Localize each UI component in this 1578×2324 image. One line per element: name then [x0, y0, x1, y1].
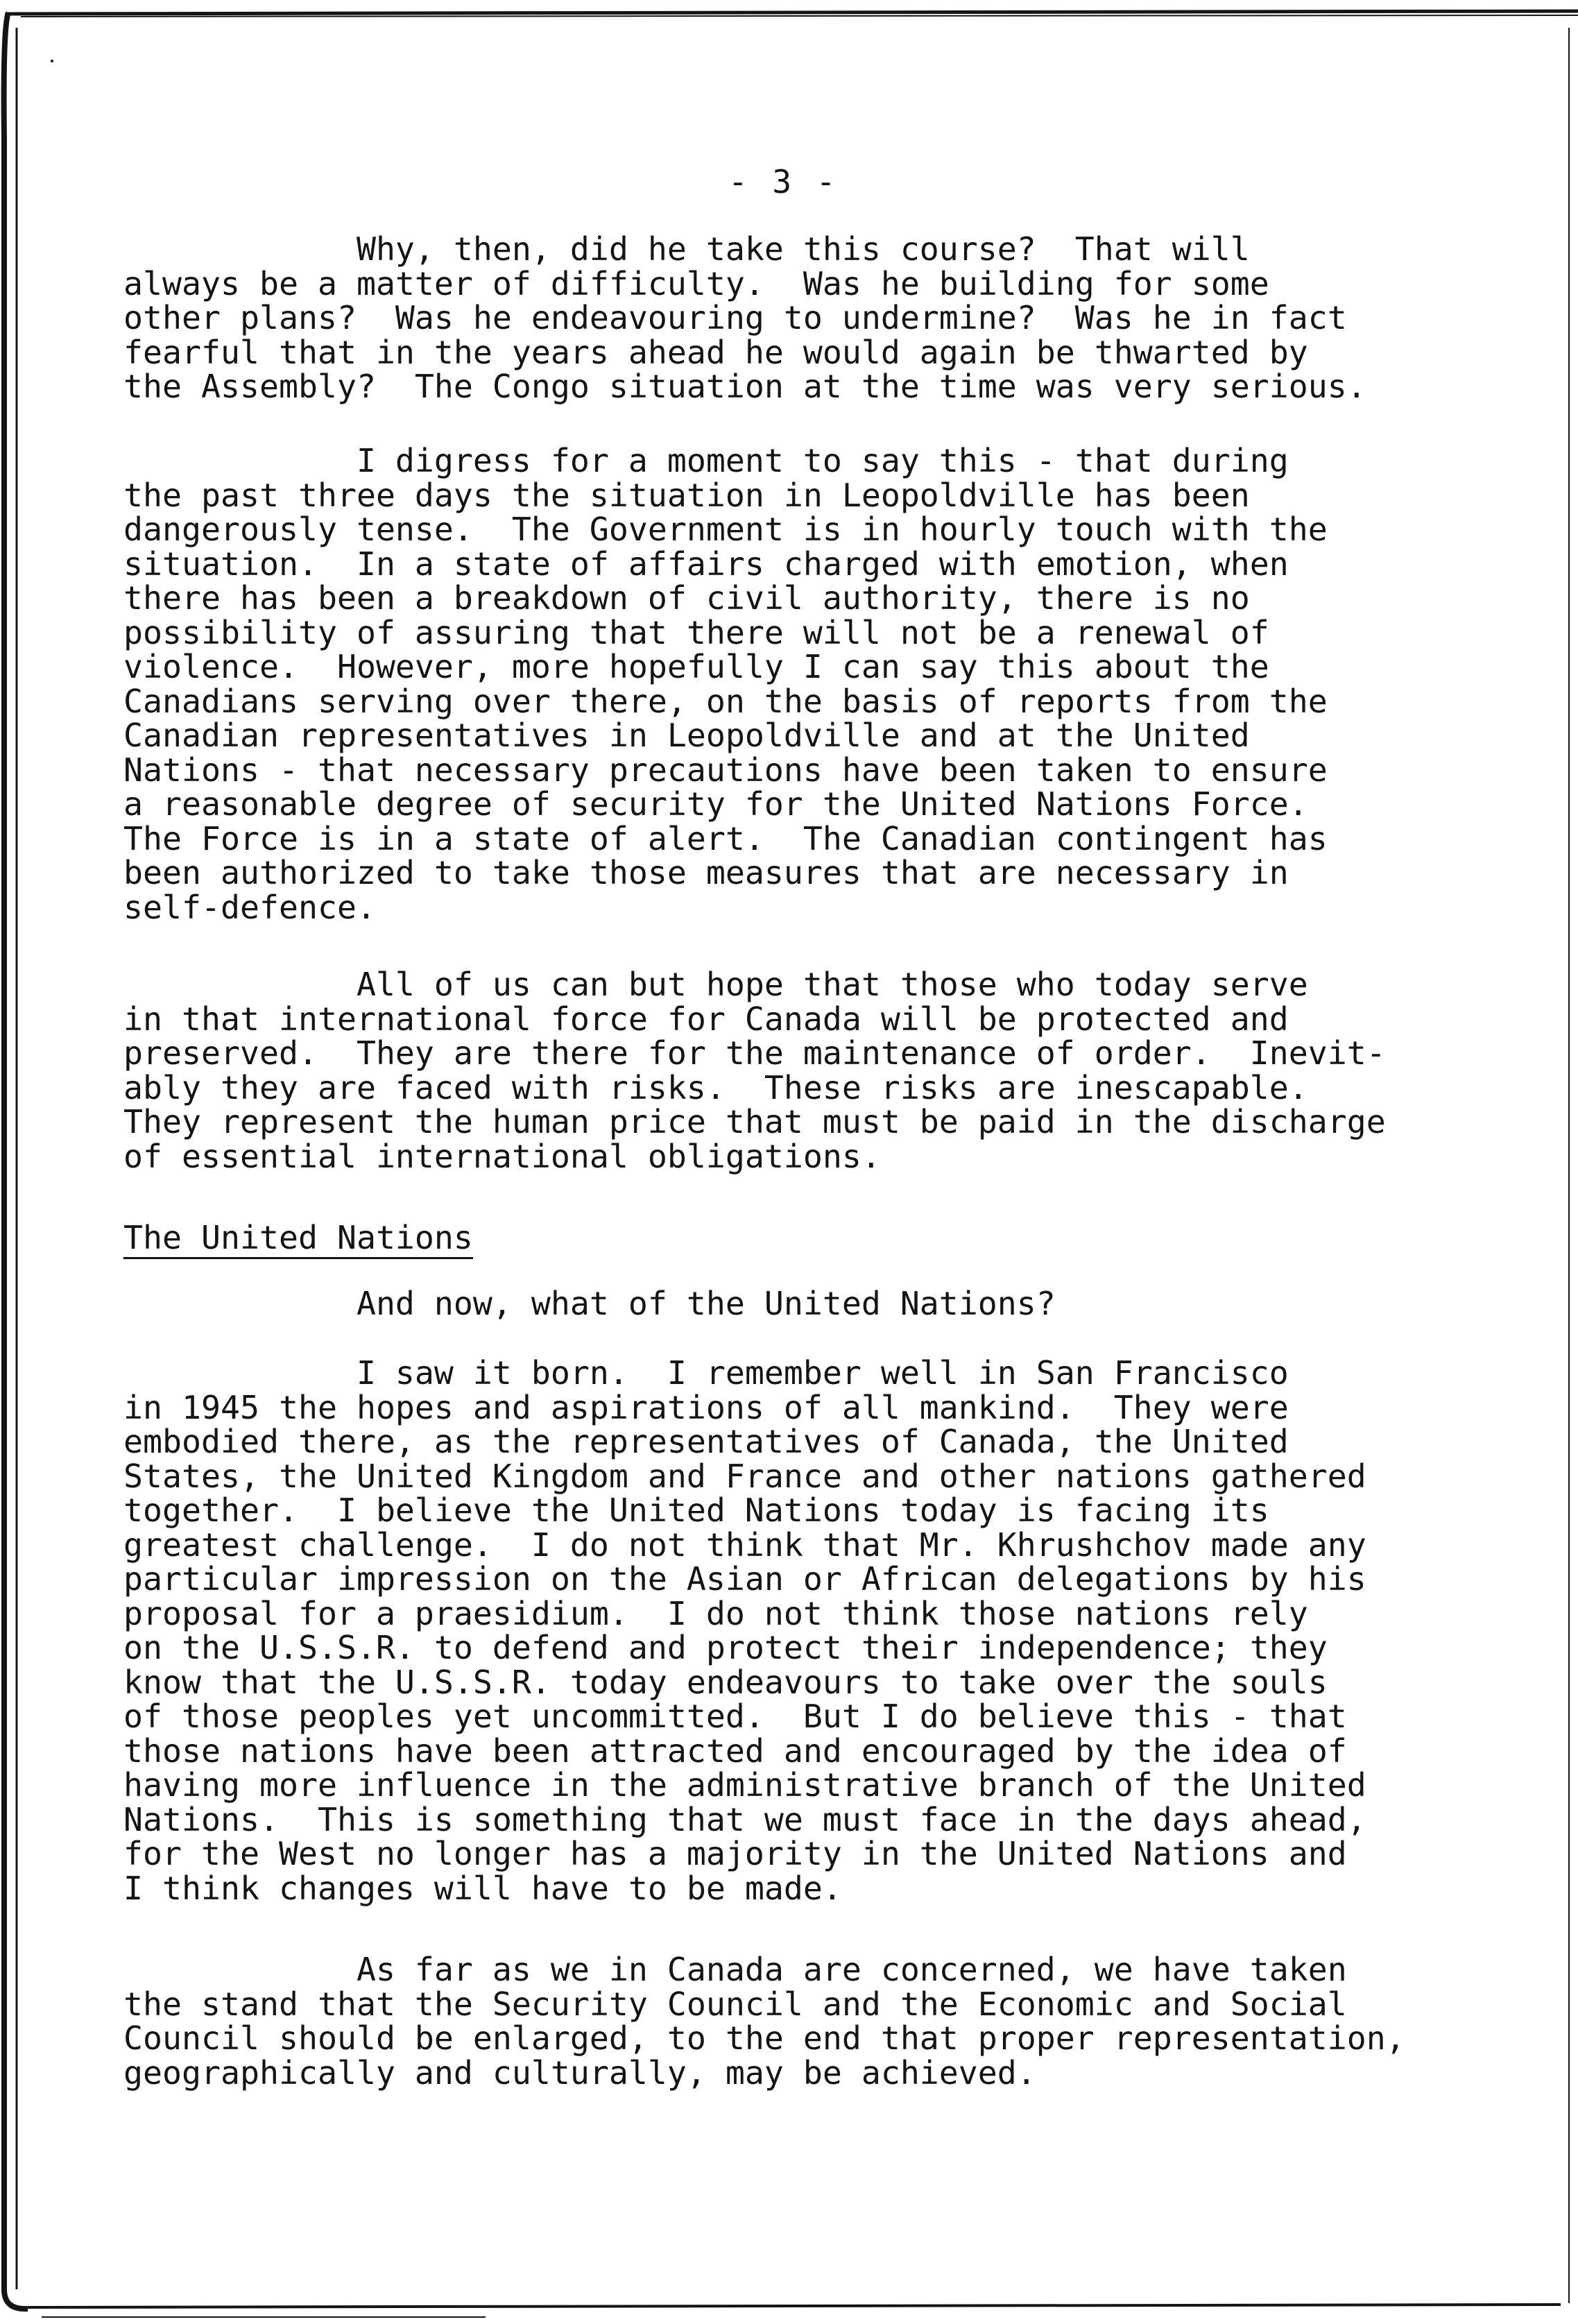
- text-line: the stand that the Security Council and the Economic and Social: [123, 1985, 1347, 2023]
- text-line: Nations - that necessary precautions have been taken to ensure: [123, 751, 1328, 789]
- text-line: a reasonable degree of security for the United Nations Force.: [123, 785, 1308, 823]
- text-line: violence. However, more hopefully I can say this about the: [123, 648, 1269, 685]
- text-line: know that the U.S.S.R. today endeavours to take over the souls: [123, 1663, 1328, 1701]
- text-line: situation. In a state of affairs charged with emotion, when: [123, 545, 1289, 583]
- text-line: dangerously tense. The Government is in hourly touch with the: [123, 511, 1328, 548]
- text-line: together. I believe the United Nations today is facing its: [123, 1492, 1269, 1529]
- paragraph-6: [123, 1953, 1511, 2090]
- text-line: in 1945 the hopes and aspirations of all mankind. They were: [123, 1388, 1289, 1426]
- text-line: fearful that in the years ahead he would again be thwarted by: [123, 333, 1308, 371]
- text-line: I think changes will have to be made.: [123, 1869, 842, 1907]
- text-line: in that international force for Canada will be protected and: [123, 1000, 1289, 1038]
- paragraph-4: [123, 1287, 1511, 1322]
- text-line: self-defence.: [123, 888, 376, 926]
- text-line: Council should be enlarged, to the end that proper representation,: [123, 2019, 1405, 2057]
- text-line: proposal for a praesidium. I do not think those nations rely: [123, 1594, 1308, 1632]
- text-line: I saw it born. I remember well in San Francisco: [123, 1354, 1289, 1392]
- text-line: Nations. This is something that we must face in the days ahead,: [123, 1800, 1366, 1838]
- text-line: geographically and culturally, may be achieved.: [123, 2053, 1036, 2092]
- text-line: embodied there, as the representatives of Canada, the United: [123, 1423, 1289, 1460]
- text-line: always be a matter of difficulty. Was he building for some: [123, 264, 1269, 302]
- text-line: on the U.S.S.R. to defend and protect their independence; they: [123, 1629, 1328, 1666]
- text-line: there has been a breakdown of civil authority, there is no: [123, 579, 1250, 617]
- text-line: for the West no longer has a majority in the United Nations and: [123, 1835, 1347, 1872]
- text-line: Canadian representatives in Leopoldville and at the United: [123, 717, 1250, 754]
- text-line: the Assembly? The Congo situation at the time was very serious.: [123, 368, 1366, 405]
- text-line: ably they are faced with risks. These risks are inescapable.: [123, 1068, 1308, 1107]
- text-line: particular impression on the Asian or African delegations by his: [123, 1560, 1366, 1598]
- text-line: possibility of assuring that there will not be a renewal of: [123, 613, 1269, 651]
- text-line: And now, what of the United Nations?: [123, 1285, 1056, 1322]
- text-line: All of us can but hope that those who today serve: [123, 966, 1308, 1003]
- text-line: Why, then, did he take this course? That will: [123, 230, 1250, 268]
- paragraph-1: [123, 232, 1511, 404]
- paragraph-3: [123, 968, 1511, 1174]
- text-line: greatest challenge. I do not think that Mr. Khrushchov made any: [123, 1526, 1366, 1564]
- text-line: other plans? Was he endeavouring to undermine? Was he in fact: [123, 299, 1347, 336]
- paragraph-5: [123, 1356, 1511, 1906]
- text-line: those nations have been attracted and encouraged by the idea of: [123, 1732, 1347, 1770]
- text-line: As far as we in Canada are concerned, we have taken: [123, 1951, 1347, 1988]
- text-line: I digress for a moment to say this - that during: [123, 442, 1289, 479]
- text-line: The Force is in a state of alert. The Canadian contingent has: [123, 819, 1328, 857]
- text-line: having more influence in the administrative branch of the United: [123, 1766, 1366, 1804]
- text-line: been authorized to take those measures that are necessary in: [123, 854, 1289, 891]
- text-line: They represent the human price that must be paid in the discharge: [123, 1103, 1386, 1140]
- page-number: - 3 -: [728, 163, 839, 200]
- text-line: preserved. They are there for the maintenance of order. Inevit-: [123, 1034, 1386, 1072]
- text-line: the past three days the situation in Leopoldville has been: [123, 476, 1250, 514]
- text-line: of those peoples yet uncommitted. But I do believe this - that: [123, 1698, 1347, 1735]
- paragraph-2: [123, 444, 1511, 925]
- text-line: States, the United Kingdom and France and other nations gathered: [123, 1457, 1366, 1495]
- text-line: of essential international obligations.: [123, 1137, 881, 1175]
- text-line: Canadians serving over there, on the basis of reports from the: [123, 682, 1328, 720]
- section-heading: The United Nations: [123, 1221, 473, 1259]
